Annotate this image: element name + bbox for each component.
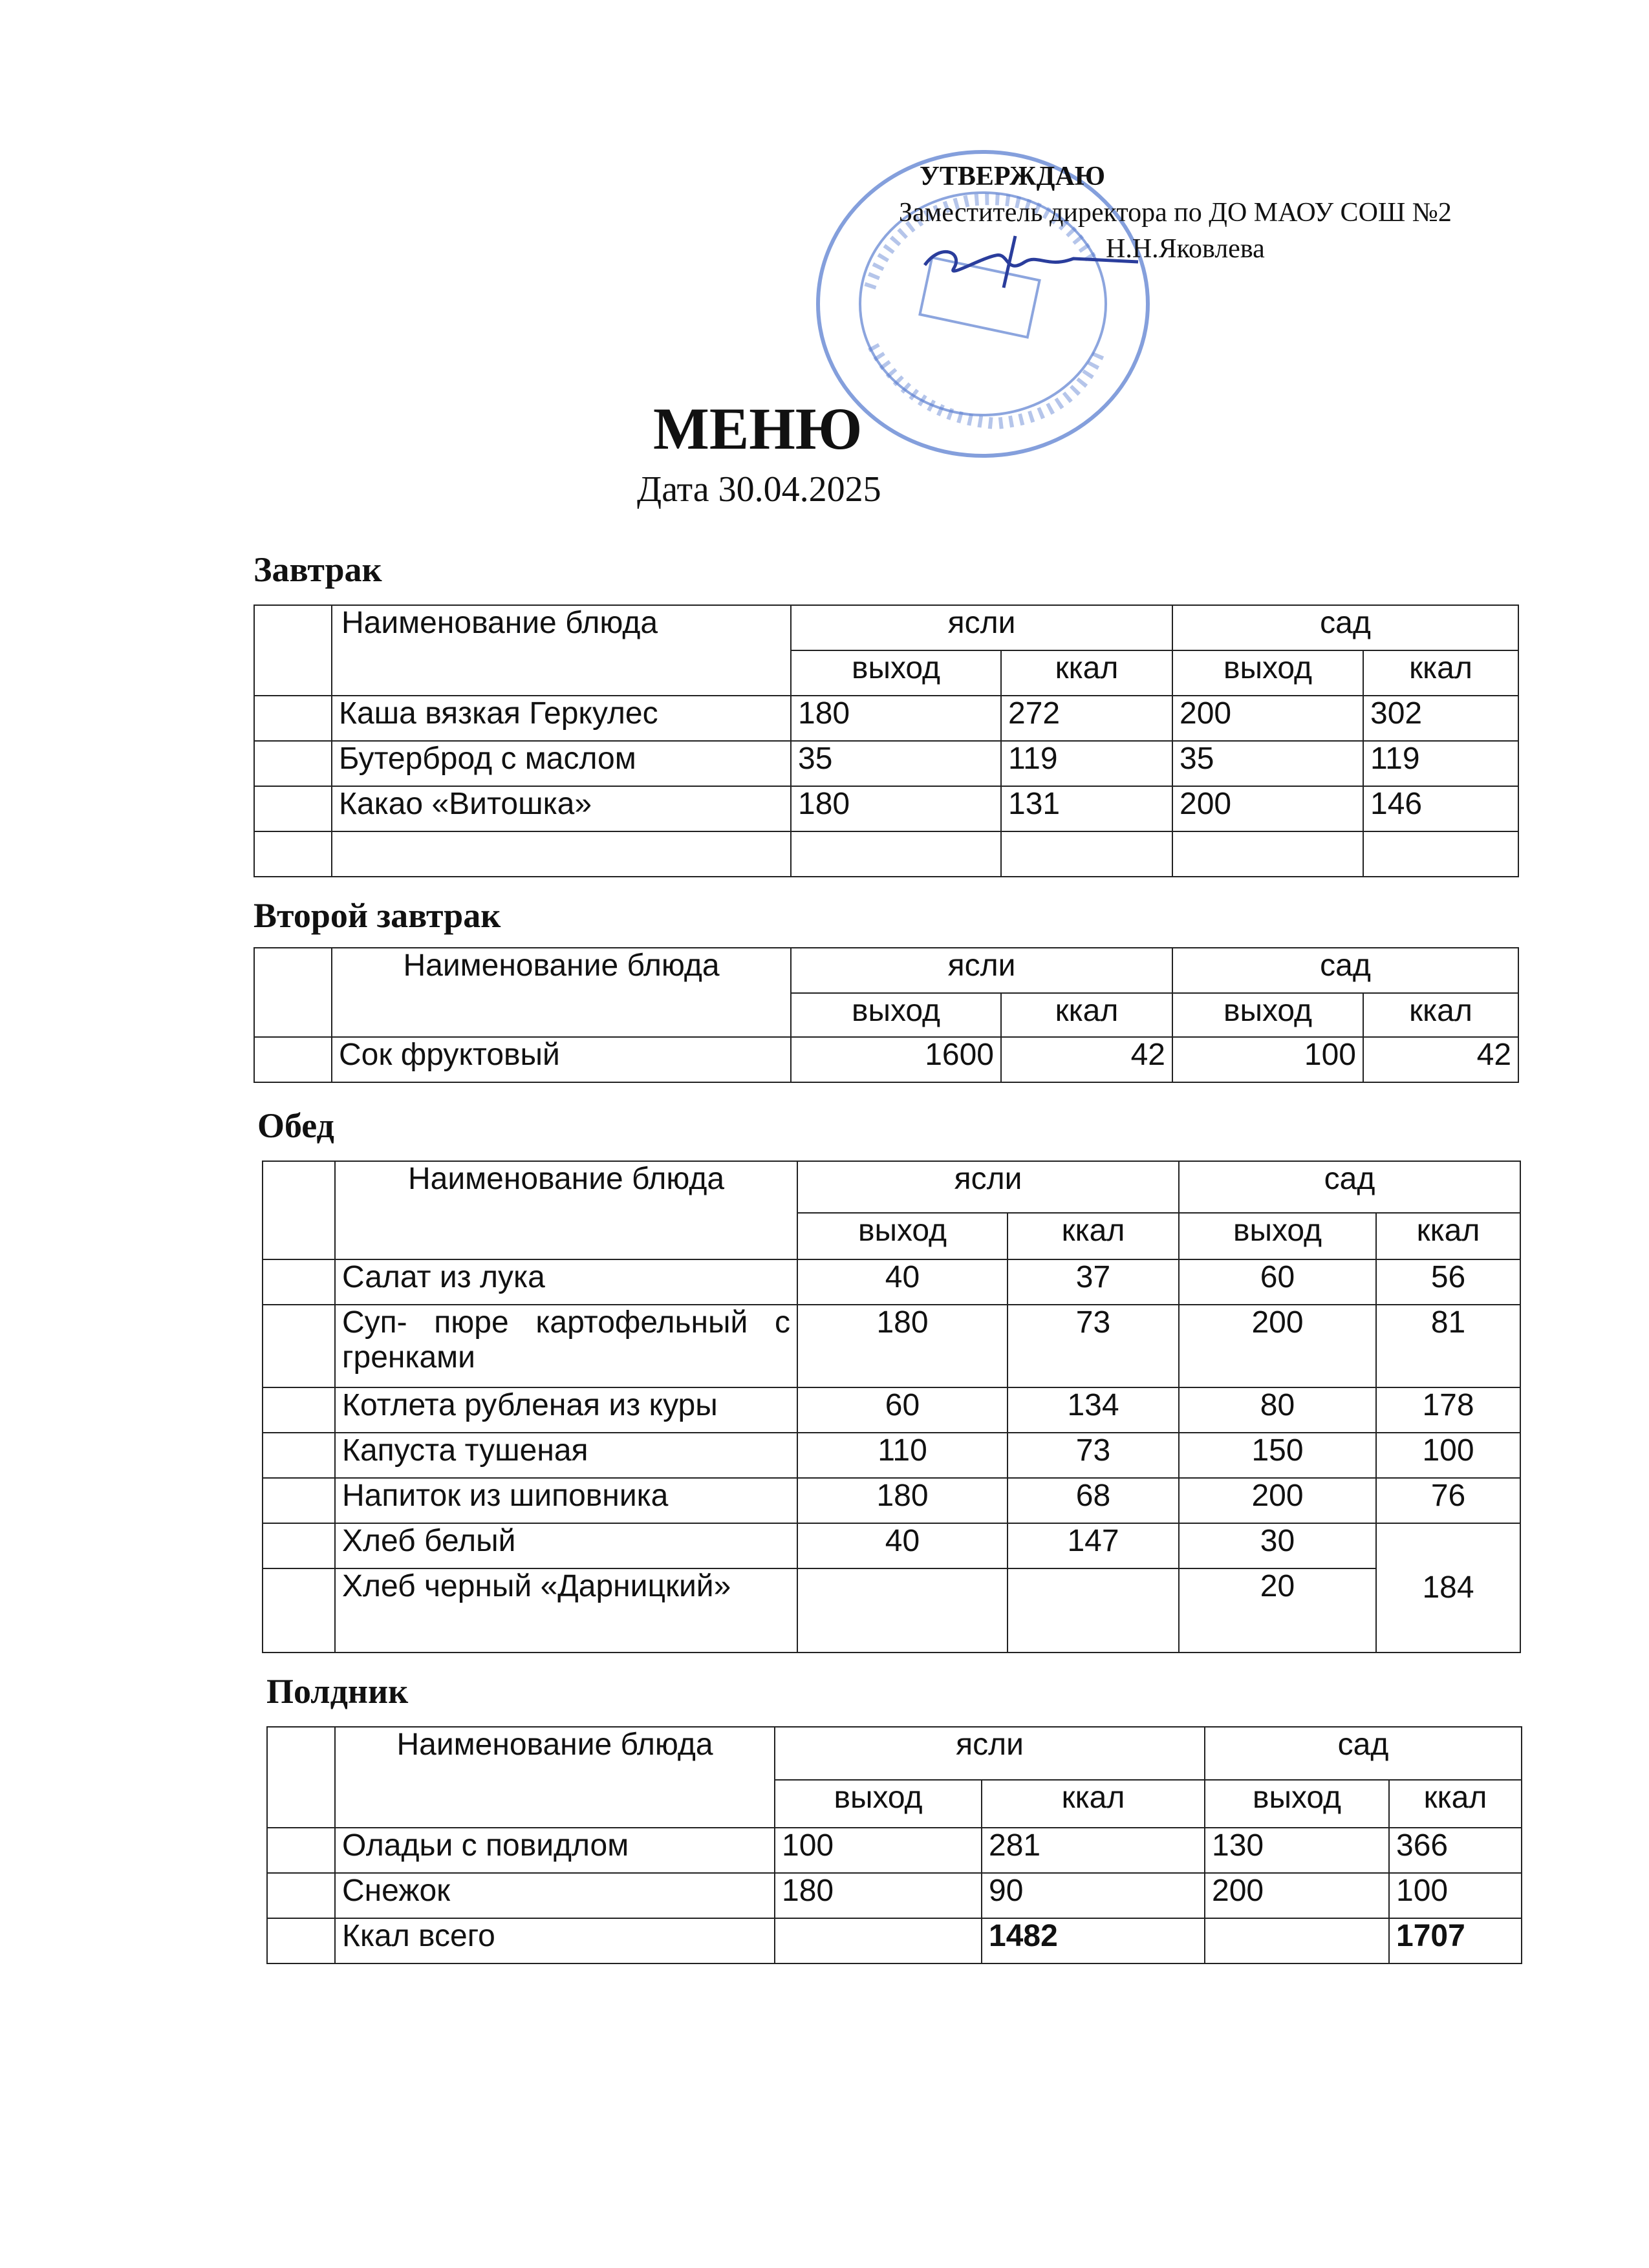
row-marker-cell bbox=[263, 1523, 335, 1568]
header-nursery-yield: выход bbox=[791, 993, 1001, 1037]
approval-block bbox=[899, 158, 1452, 267]
nursery-kcal: 134 bbox=[1008, 1387, 1179, 1433]
header-garden: сад bbox=[1205, 1727, 1522, 1780]
row-marker-cell bbox=[263, 1259, 335, 1305]
dish-name: Капуста тушеная bbox=[335, 1433, 797, 1478]
row-marker-cell bbox=[263, 1161, 335, 1259]
total-label: Ккал всего bbox=[335, 1918, 775, 1963]
nursery-yield: 180 bbox=[797, 1478, 1008, 1523]
dish-name: Хлеб черный «Дарницкий» bbox=[335, 1568, 797, 1653]
nursery-kcal: 90 bbox=[982, 1873, 1205, 1918]
header-garden-yield: выход bbox=[1172, 993, 1363, 1037]
nursery-kcal: 119 bbox=[1001, 741, 1172, 786]
row-marker-cell bbox=[263, 1478, 335, 1523]
header-garden-kcal: ккал bbox=[1376, 1213, 1520, 1259]
garden-kcal: 366 bbox=[1389, 1828, 1522, 1873]
row-marker-cell bbox=[254, 948, 332, 1037]
nursery-kcal: 272 bbox=[1001, 696, 1172, 741]
garden-kcal: 42 bbox=[1363, 1037, 1518, 1082]
dish-name: Снежок bbox=[335, 1873, 775, 1918]
garden-kcal: 119 bbox=[1363, 741, 1518, 786]
total-garden-kcal: 1707 bbox=[1389, 1918, 1522, 1963]
nursery-kcal: 131 bbox=[1001, 786, 1172, 831]
dish-name: Суп- пюре картофельный с гренками bbox=[335, 1305, 797, 1387]
table-row bbox=[263, 1523, 1520, 1568]
nursery-kcal: 42 bbox=[1001, 1037, 1172, 1082]
section-title-breakfast: Завтрак bbox=[253, 550, 382, 589]
garden-kcal: 76 bbox=[1376, 1478, 1520, 1523]
header-nursery: ясли bbox=[797, 1161, 1179, 1213]
table-row bbox=[263, 1478, 1520, 1523]
garden-yield: 80 bbox=[1179, 1387, 1376, 1433]
approval-position: Заместитель директора по ДО МАОУ СОШ №2 bbox=[899, 198, 1452, 228]
dish-name: Каша вязкая Геркулес bbox=[332, 696, 791, 741]
snack-table bbox=[266, 1726, 1522, 1964]
header-nursery-kcal: ккал bbox=[1008, 1213, 1179, 1259]
nursery-kcal: 37 bbox=[1008, 1259, 1179, 1305]
nursery-yield: 60 bbox=[797, 1387, 1008, 1433]
garden-yield: 60 bbox=[1179, 1259, 1376, 1305]
header-garden-kcal: ккал bbox=[1363, 650, 1518, 696]
header-dish-name: Наименование блюда bbox=[332, 605, 791, 696]
row-marker-cell bbox=[254, 1037, 332, 1082]
nursery-yield: 180 bbox=[775, 1873, 982, 1918]
header-nursery-yield: выход bbox=[775, 1780, 982, 1828]
garden-yield: 130 bbox=[1205, 1828, 1389, 1873]
garden-yield: 20 bbox=[1179, 1568, 1376, 1653]
dish-name: Напиток из шиповника bbox=[335, 1478, 797, 1523]
header-garden: сад bbox=[1172, 948, 1518, 993]
header-nursery: ясли bbox=[775, 1727, 1205, 1780]
table-row bbox=[267, 1873, 1522, 1918]
nursery-kcal: 147 bbox=[1008, 1523, 1179, 1568]
garden-yield: 200 bbox=[1205, 1873, 1389, 1918]
dish-name: Бутерброд с маслом bbox=[332, 741, 791, 786]
header-nursery: ясли bbox=[791, 605, 1172, 650]
dish-name: Котлета рубленая из куры bbox=[335, 1387, 797, 1433]
table-row bbox=[263, 1259, 1520, 1305]
garden-yield: 200 bbox=[1172, 786, 1363, 831]
garden-kcal: 81 bbox=[1376, 1305, 1520, 1387]
header-garden-kcal: ккал bbox=[1363, 993, 1518, 1037]
nursery-yield: 180 bbox=[797, 1305, 1008, 1387]
garden-yield: 35 bbox=[1172, 741, 1363, 786]
approval-signatory: Н.Н.Яковлева bbox=[1106, 234, 1265, 264]
table-row bbox=[254, 786, 1518, 831]
lunch-table bbox=[262, 1161, 1521, 1653]
garden-kcal: 100 bbox=[1389, 1873, 1522, 1918]
garden-yield: 150 bbox=[1179, 1433, 1376, 1478]
nursery-yield: 1600 bbox=[791, 1037, 1001, 1082]
row-marker-cell bbox=[267, 1873, 335, 1918]
second-breakfast-table bbox=[253, 947, 1519, 1083]
table-row bbox=[254, 741, 1518, 786]
garden-yield: 200 bbox=[1179, 1305, 1376, 1387]
header-nursery-kcal: ккал bbox=[982, 1780, 1205, 1828]
row-marker-cell bbox=[263, 1568, 335, 1653]
garden-yield: 100 bbox=[1172, 1037, 1363, 1082]
row-marker-cell bbox=[254, 605, 332, 696]
row-marker-cell bbox=[263, 1387, 335, 1433]
dish-name: Хлеб белый bbox=[335, 1523, 797, 1568]
garden-kcal-bread: 184 bbox=[1376, 1523, 1520, 1653]
nursery-yield: 35 bbox=[791, 741, 1001, 786]
row-marker-cell bbox=[267, 1828, 335, 1873]
dish-name: Сок фруктовый bbox=[332, 1037, 791, 1082]
header-nursery-yield: выход bbox=[797, 1213, 1008, 1259]
table-row bbox=[263, 1433, 1520, 1478]
nursery-kcal bbox=[1008, 1568, 1179, 1653]
nursery-yield: 40 bbox=[797, 1523, 1008, 1568]
nursery-yield: 100 bbox=[775, 1828, 982, 1873]
dish-name: Салат из лука bbox=[335, 1259, 797, 1305]
dish-name: Оладьи с повидлом bbox=[335, 1828, 775, 1873]
header-garden: сад bbox=[1179, 1161, 1520, 1213]
header-garden-kcal: ккал bbox=[1389, 1780, 1522, 1828]
row-marker-cell bbox=[254, 696, 332, 741]
table-row-total bbox=[267, 1918, 1522, 1963]
nursery-yield: 110 bbox=[797, 1433, 1008, 1478]
nursery-yield: 40 bbox=[797, 1259, 1008, 1305]
nursery-kcal: 73 bbox=[1008, 1433, 1179, 1478]
nursery-yield: 180 bbox=[791, 786, 1001, 831]
header-nursery-kcal: ккал bbox=[1001, 993, 1172, 1037]
table-row bbox=[254, 1037, 1518, 1082]
header-dish-name: Наименование блюда bbox=[335, 1161, 797, 1259]
table-row-empty bbox=[254, 831, 1518, 877]
page-title: МЕНЮ bbox=[653, 396, 863, 462]
table-row bbox=[263, 1305, 1520, 1387]
approval-title: УТВЕРЖДАЮ bbox=[920, 162, 1106, 191]
row-marker-cell bbox=[267, 1918, 335, 1963]
garden-kcal: 302 bbox=[1363, 696, 1518, 741]
nursery-yield: 180 bbox=[791, 696, 1001, 741]
nursery-yield bbox=[797, 1568, 1008, 1653]
section-title-lunch: Обед bbox=[257, 1106, 334, 1145]
header-garden-yield: выход bbox=[1205, 1780, 1389, 1828]
row-marker-cell bbox=[263, 1433, 335, 1478]
nursery-kcal: 68 bbox=[1008, 1478, 1179, 1523]
header-dish-name: Наименование блюда bbox=[335, 1727, 775, 1828]
header-dish-name: Наименование блюда bbox=[332, 948, 791, 1037]
garden-yield: 200 bbox=[1179, 1478, 1376, 1523]
header-garden-yield: выход bbox=[1179, 1213, 1376, 1259]
table-row bbox=[254, 696, 1518, 741]
garden-yield: 200 bbox=[1172, 696, 1363, 741]
garden-kcal: 146 bbox=[1363, 786, 1518, 831]
header-nursery-kcal: ккал bbox=[1001, 650, 1172, 696]
garden-kcal: 100 bbox=[1376, 1433, 1520, 1478]
nursery-kcal: 73 bbox=[1008, 1305, 1179, 1387]
dish-name: Какао «Витошка» bbox=[332, 786, 791, 831]
menu-date: Дата 30.04.2025 bbox=[637, 469, 881, 509]
breakfast-table bbox=[253, 604, 1519, 877]
header-garden-yield: выход bbox=[1172, 650, 1363, 696]
table-row bbox=[267, 1828, 1522, 1873]
header-nursery: ясли bbox=[791, 948, 1172, 993]
row-marker-cell bbox=[254, 741, 332, 786]
header-garden: сад bbox=[1172, 605, 1518, 650]
table-row bbox=[263, 1387, 1520, 1433]
section-title-second-breakfast: Второй завтрак bbox=[253, 896, 501, 935]
garden-yield: 30 bbox=[1179, 1523, 1376, 1568]
garden-kcal: 178 bbox=[1376, 1387, 1520, 1433]
table-row bbox=[263, 1568, 1520, 1653]
row-marker-cell bbox=[254, 786, 332, 831]
garden-kcal: 56 bbox=[1376, 1259, 1520, 1305]
total-nursery-kcal: 1482 bbox=[982, 1918, 1205, 1963]
row-marker-cell bbox=[263, 1305, 335, 1387]
row-marker-cell bbox=[267, 1727, 335, 1828]
nursery-kcal: 281 bbox=[982, 1828, 1205, 1873]
header-nursery-yield: выход bbox=[791, 650, 1001, 696]
section-title-snack: Полдник bbox=[266, 1672, 409, 1711]
